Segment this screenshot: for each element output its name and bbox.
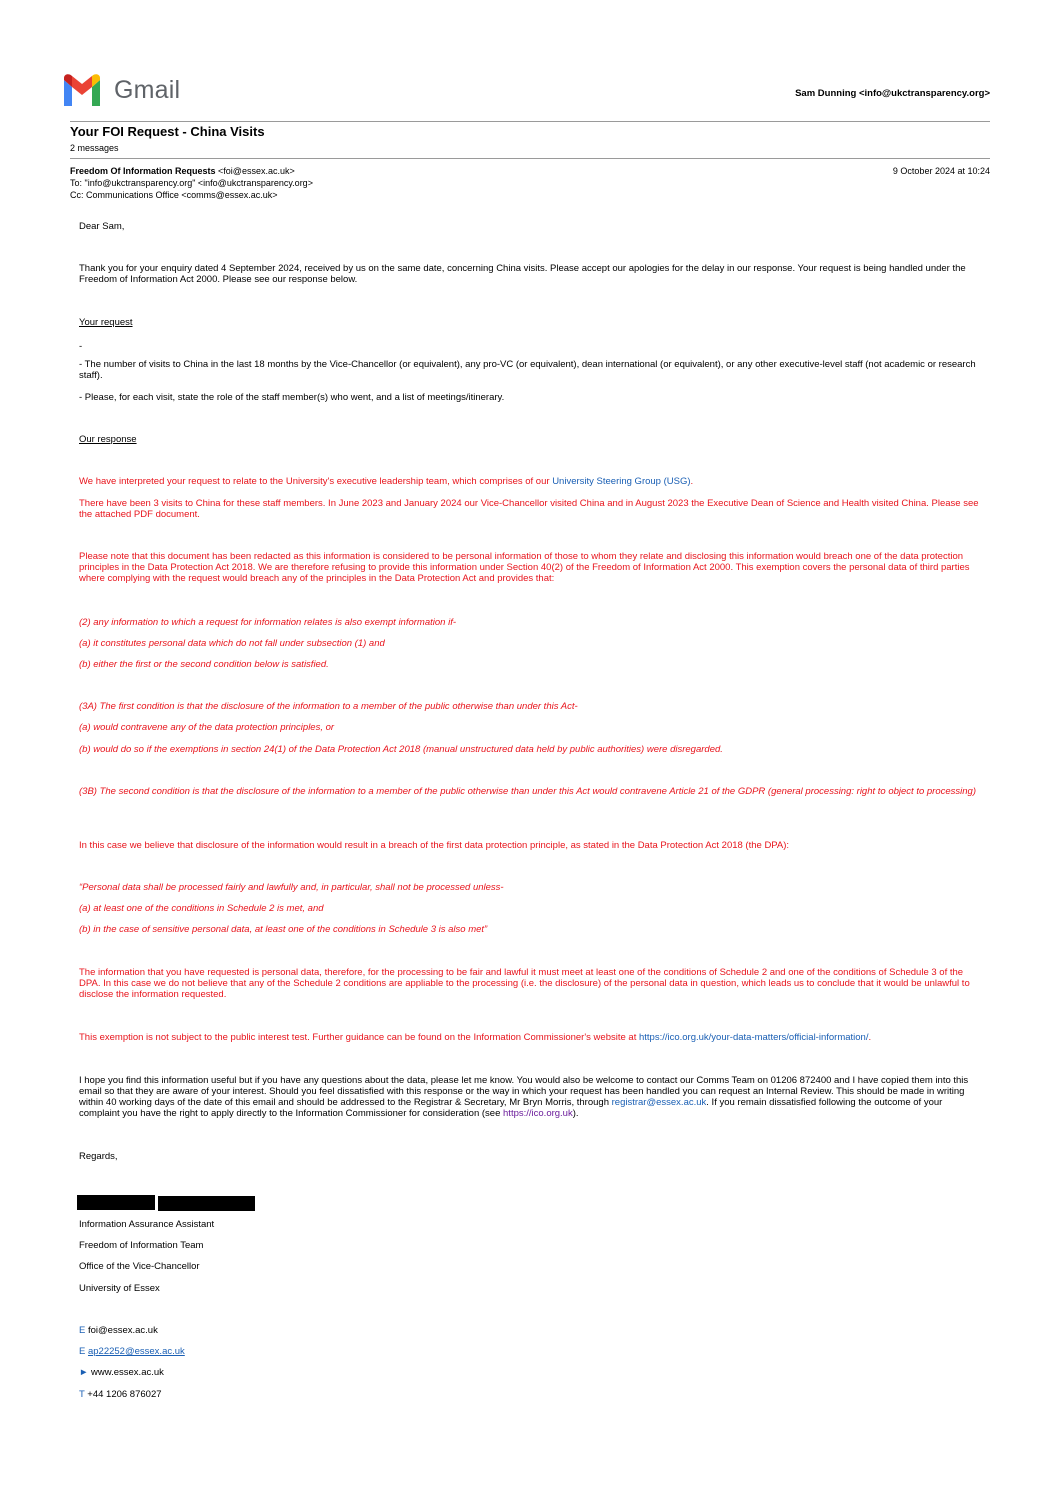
response-paragraph-6	[79, 1032, 984, 1043]
redacted-last-name	[158, 1196, 255, 1211]
quote-2b: (b) either the first or the second condition below is satisfied.	[79, 659, 329, 670]
regards: Regards,	[79, 1151, 118, 1162]
signature-team: Freedom of Information Team	[79, 1240, 204, 1251]
response-6-end: .	[868, 1032, 872, 1043]
signature-web	[79, 1367, 164, 1378]
redacted-first-name	[77, 1195, 155, 1210]
to-line: To: "info@ukctransparency.org" <info@ukctransparency.org>	[70, 178, 313, 188]
signature-office: Office of the Vice-Chancellor	[79, 1261, 200, 1272]
foi-email[interactable]: foi@essex.ac.uk	[87, 1325, 158, 1336]
ico-guidance-link[interactable]: https://ico.org.uk/your-data-matters/official-information/	[638, 1032, 869, 1043]
signature-email-1	[79, 1325, 158, 1336]
signature-phone	[79, 1389, 162, 1400]
quote-2: (2) any information to which a request for information relates is also exempt information if-	[79, 617, 456, 628]
quote-principle: “Personal data shall be processed fairly and lawfully and, in particular, shall not be processed unless-	[79, 882, 504, 893]
website-link[interactable]: www.essex.ac.uk	[91, 1367, 164, 1378]
closing-text: I hope you find this information useful but if you have any questions about the data, please let me know. You would also be welcome to contact our Comms Team on 01206 872400 and I have copied them into this email so that they are aware of your interest. Should you feel dissatisfied with this response or the way in which your request has been handled you can request an Internal Review. This should be made in writing within 40 working days of the date of this email and should be addressed to the Registrar & Secretary, Mr Bryn Morris, through	[79, 1075, 969, 1108]
quote-3b: (3B) The second condition is that the disclosure of the information to a member of the public otherwise than under this Act would contravene Article 21 of the GDPR (general processing: right to object to processing)	[79, 786, 976, 797]
greeting: Dear Sam,	[79, 221, 125, 232]
arrow-right-icon: ►	[79, 1367, 89, 1378]
subject-divider	[70, 158, 990, 159]
request-item-2: - Please, for each visit, state the role of the staff member(s) who went, and a list of meetings/itinerary.	[79, 392, 505, 403]
response-paragraph-3: Please note that this document has been redacted as this information is considered to be personal information of those to whom they relate and disclosing this information would breach one of the data protection principles in the Data Protection Act 2018. We are therefore refusing to provide this information under Section 40(2) of the Freedom of Information Act 2000. This exemption covers the personal data of third parties where complying with the request would breach any of the principles in the Data Protection Act and provides that:	[79, 551, 970, 584]
quote-principle-b: (b) in the case of sensitive personal data, at least one of the conditions in Schedule 3 is also met”	[79, 924, 488, 935]
account-label: Sam Dunning <info@ukctransparency.org>	[795, 88, 990, 99]
response-paragraph-4: In this case we believe that disclosure of the information would result in a breach of the first data protection principle, as stated in the Data Protection Act 2018 (the DPA):	[79, 840, 790, 851]
signature-email-2	[79, 1346, 185, 1357]
personal-email-link[interactable]: ap22252@essex.ac.uk	[87, 1346, 185, 1357]
thread-subject: Your FOI Request - China Visits	[70, 124, 265, 139]
usg-link[interactable]: University Steering Group (USG)	[552, 476, 691, 487]
header-divider	[70, 121, 990, 122]
gmail-logo[interactable]	[64, 74, 180, 106]
response-paragraph-1	[79, 476, 984, 487]
quote-3a: (3A) The first condition is that the disclosure of the information to a member of the public otherwise than under this Act-	[79, 701, 578, 712]
cc-line: Cc: Communications Office <comms@essex.ac.uk>	[70, 190, 278, 200]
quote-principle-a: (a) at least one of the conditions in Schedule 2 is met, and	[79, 903, 324, 914]
signature-title: Information Assurance Assistant	[79, 1219, 215, 1230]
response-1-text: We have interpreted your request to relate to the University's executive leadership team, which comprises of our	[79, 476, 553, 487]
gmail-m-icon	[64, 74, 100, 106]
our-response-heading: Our response	[79, 434, 137, 445]
request-item-1: - The number of visits to China in the last 18 months by the Vice-Chancellor (or equivalent), any pro-VC (or equivalent), dean international (or equivalent), or any other executive-level staff (not academic or research staff).	[79, 359, 976, 381]
email-label: E	[79, 1325, 86, 1336]
ico-link[interactable]: https://ico.org.uk	[503, 1108, 573, 1119]
quote-3a-b: (b) would do so if the exemptions in section 24(1) of the Data Protection Act 2018 (manual unstructured data held by public authorities) were disregarded.	[79, 744, 723, 755]
message-date: 9 October 2024 at 10:24	[892, 166, 990, 176]
page-header	[0, 0, 1060, 120]
phone-number: +44 1206 876027	[87, 1389, 162, 1400]
quote-2a: (a) it constitutes personal data which do not fall under subsection (1) and	[79, 638, 385, 649]
response-6-text: This exemption is not subject to the public interest test. Further guidance can be found on the Information Commissioner's website at	[79, 1032, 639, 1043]
intro-paragraph: Thank you for your enquiry dated 4 September 2024, received by us on the same date, concerning China visits. Please accept our apologies for the delay in our response. Your request is being handled under the Freedom of Information Act 2000. Please see our response below.	[79, 263, 966, 285]
quote-3a-a: (a) would contravene any of the data protection principles, or	[79, 722, 335, 733]
sender-name: Freedom Of Information Requests	[70, 166, 216, 176]
your-request-heading: Your request	[79, 317, 133, 328]
closing-mid-text: . If you remain dissatisfied following the outcome of your complaint you have the right to apply directly to the Information Commissioner for consideration (see	[79, 1097, 943, 1119]
message-meta	[70, 165, 990, 201]
response-paragraph-2: There have been 3 visits to China for these staff members. In June 2023 and January 2024 our Vice-Chancellor visited China and in August 2023 the Executive Dean of Science and Health visited China. Please see the attached PDF document.	[79, 498, 979, 520]
message-count: 2 messages	[70, 143, 119, 153]
sender-email[interactable]: <foi@essex.ac.uk>	[218, 166, 295, 176]
closing-end: ).	[572, 1108, 579, 1119]
registrar-email-link[interactable]: registrar@essex.ac.uk	[611, 1097, 707, 1108]
phone-label: T	[79, 1389, 85, 1400]
email-label: E	[79, 1346, 86, 1357]
response-paragraph-5: The information that you have requested is personal data, therefore, for the processing to be fair and lawful it must meet at least one of the conditions of Schedule 2 and one of the conditions of Schedule 3 of the DPA. In this case we do not believe that any of the Schedule 2 conditions are appliable to the processing (i.e. the disclosure) of the personal data in question, which leads us to conclude that it would be unlawful to disclose the information requested.	[79, 967, 970, 1000]
request-dash: -	[79, 341, 83, 352]
signature-university: University of Essex	[79, 1283, 160, 1294]
gmail-wordmark: Gmail	[114, 75, 181, 104]
response-1-end: .	[690, 476, 694, 487]
closing-paragraph	[79, 1075, 984, 1119]
